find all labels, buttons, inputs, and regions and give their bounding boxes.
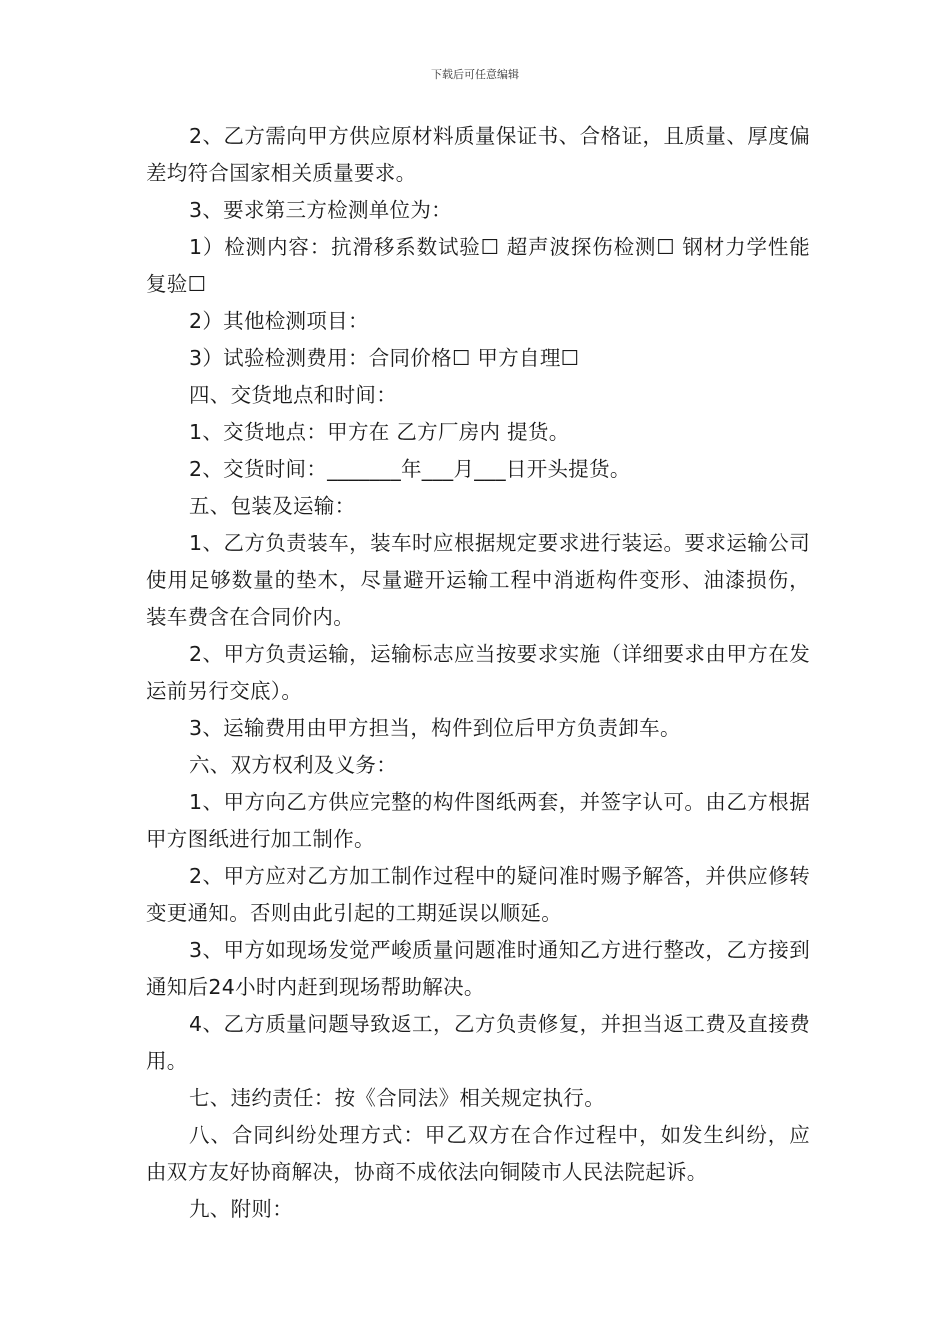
paragraph-transport-fees: 3、运输费用由甲方担当，构件到位后甲方负责卸车。 bbox=[189, 716, 681, 740]
section-heading-liability: 七、违约责任：按《合同法》相关规定执行。 bbox=[189, 1086, 605, 1110]
paragraph-other-tests: 2）其他检测项目： bbox=[189, 309, 369, 333]
section-heading-rights: 六、双方权利及义务： bbox=[189, 753, 397, 777]
document-body bbox=[146, 118, 810, 1228]
paragraph-drawings: 1、甲方向乙方供应完整的构件图纸两套，并签字认可。由乙方根据甲方图纸进行加工制作。 bbox=[146, 790, 810, 851]
section-heading-supplementary: 九、附则： bbox=[189, 1197, 293, 1221]
paragraph-quality-certificate: 2、乙方需向甲方供应原材料质量保证书、合格证，且质量、厚度偏差均符合国家相关质量要求。 bbox=[146, 124, 810, 185]
section-heading-delivery: 四、交货地点和时间： bbox=[189, 383, 397, 407]
paragraph-loading: 1、乙方负责装车，装车时应根据规定要求进行装运。要求运输公司使用足够数量的垫木，尽量避开运输工程中消逝构件变形、油漆损伤，装车费含在合同价内。 bbox=[146, 531, 810, 629]
paragraph-third-party-testing: 3、要求第三方检测单位为： bbox=[189, 198, 452, 222]
paragraph-test-content: 1）检测内容：抗滑移系数试验☐ 超声波探伤检测☐ 钢材力学性能复验☐ bbox=[146, 235, 810, 296]
section-heading-packaging: 五、包装及运输： bbox=[189, 494, 356, 518]
paragraph-transport: 2、甲方负责运输，运输标志应当按要求实施（详细要求由甲方在发运前另行交底）。 bbox=[146, 642, 810, 703]
section-heading-disputes: 八、合同纠纷处理方式：甲乙双方在合作过程中，如发生纠纷，应由双方友好协商解决，协商不成依法向铜陵市人民法院起诉。 bbox=[146, 1123, 810, 1184]
paragraph-test-fees: 3）试验检测费用：合同价格☐ 甲方自理☐ bbox=[189, 346, 580, 370]
paragraph-delivery-time: 2、交货时间：_______年___月___日开头提货。 bbox=[189, 457, 631, 481]
paragraph-quality-issues: 3、甲方如现场发觉严峻质量问题准时通知乙方进行整改，乙方接到通知后24小时内赶到现场帮助解决。 bbox=[146, 938, 810, 999]
paragraph-delivery-place: 1、交货地点：甲方在 乙方厂房内 提货。 bbox=[189, 420, 570, 444]
paragraph-rework: 4、乙方质量问题导致返工，乙方负责修复，并担当返工费及直接费用。 bbox=[146, 1012, 810, 1073]
page-header: 下载后可任意编辑 bbox=[431, 68, 519, 81]
paragraph-questions: 2、甲方应对乙方加工制作过程中的疑问准时赐予解答，并供应修转变更通知。否则由此引起的工期延误以顺延。 bbox=[146, 864, 810, 925]
